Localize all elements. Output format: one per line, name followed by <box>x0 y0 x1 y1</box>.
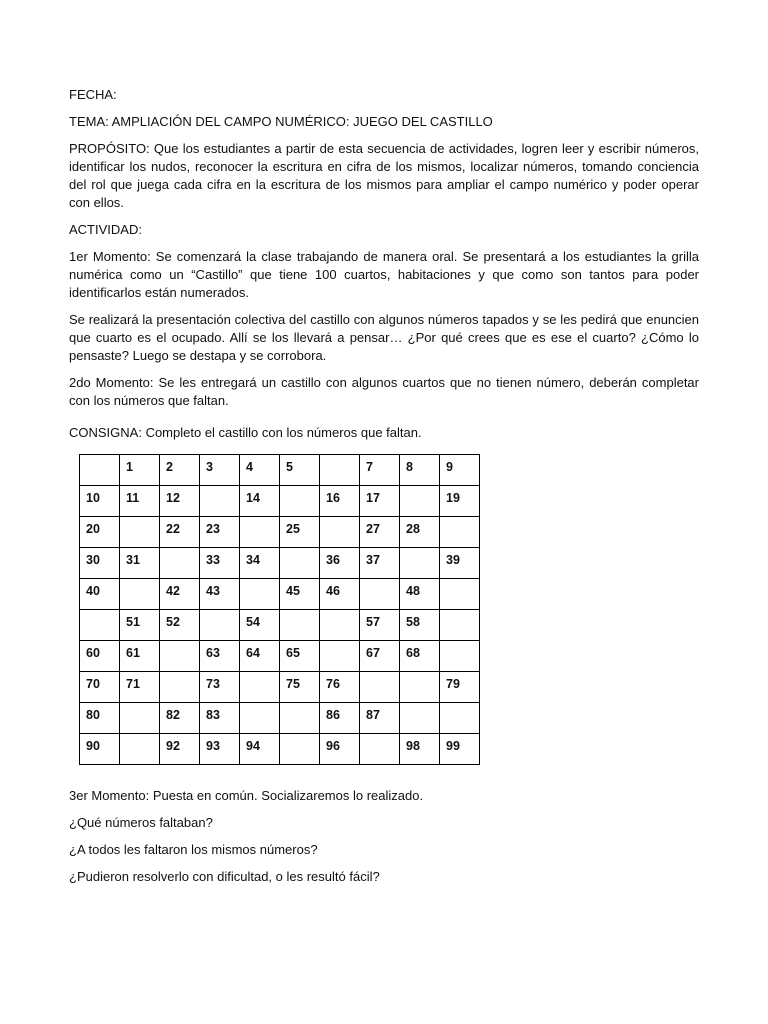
castle-cell: 1 <box>120 455 160 486</box>
castle-cell: 25 <box>280 517 320 548</box>
castle-cell[interactable] <box>440 703 480 734</box>
castle-cell: 75 <box>280 672 320 703</box>
castle-cell[interactable] <box>400 672 440 703</box>
castle-grid <box>79 454 480 765</box>
castle-cell[interactable] <box>280 610 320 641</box>
castle-cell[interactable] <box>280 734 320 765</box>
castle-cell: 3 <box>200 455 240 486</box>
castle-cell[interactable] <box>120 579 160 610</box>
castle-cell: 37 <box>360 548 400 579</box>
castle-cell: 4 <box>240 455 280 486</box>
castle-cell: 11 <box>120 486 160 517</box>
castle-cell: 87 <box>360 703 400 734</box>
castle-cell: 90 <box>80 734 120 765</box>
castle-cell: 70 <box>80 672 120 703</box>
castle-cell[interactable] <box>360 734 400 765</box>
castle-cell: 92 <box>160 734 200 765</box>
castle-cell: 51 <box>120 610 160 641</box>
castle-cell: 48 <box>400 579 440 610</box>
castle-cell: 45 <box>280 579 320 610</box>
castle-cell[interactable] <box>80 610 120 641</box>
momento-2-paragraph: 2do Momento: Se les entregará un castillo con algunos cuartos que no tienen número, deberán completar con los números que faltan. <box>69 375 699 408</box>
castle-row <box>80 455 480 486</box>
castle-cell: 60 <box>80 641 120 672</box>
castle-cell: 10 <box>80 486 120 517</box>
castle-cell[interactable] <box>400 548 440 579</box>
castle-cell: 14 <box>240 486 280 517</box>
castle-cell[interactable] <box>120 734 160 765</box>
castle-cell: 8 <box>400 455 440 486</box>
castle-cell[interactable] <box>440 517 480 548</box>
castle-row <box>80 579 480 610</box>
castle-cell: 99 <box>440 734 480 765</box>
castle-cell: 16 <box>320 486 360 517</box>
castle-cell[interactable] <box>400 486 440 517</box>
castle-cell: 46 <box>320 579 360 610</box>
momento-3-paragraph: 3er Momento: Puesta en común. Socializaremos lo realizado. <box>69 788 424 803</box>
castle-cell: 23 <box>200 517 240 548</box>
castle-cell: 96 <box>320 734 360 765</box>
castle-cell: 80 <box>80 703 120 734</box>
castle-cell: 58 <box>400 610 440 641</box>
castle-cell[interactable] <box>360 579 400 610</box>
castle-cell: 9 <box>440 455 480 486</box>
castle-cell[interactable] <box>240 517 280 548</box>
castle-cell[interactable] <box>320 610 360 641</box>
castle-cell[interactable] <box>160 672 200 703</box>
castle-cell[interactable] <box>160 548 200 579</box>
proposito-paragraph: PROPÓSITO: Que los estudiantes a partir de esta secuencia de actividades, logren leer y escribir números, identificar los nudos, reconocer la escritura en cifra de los mismos, localizar números, tomando conciencia del rol que juega cada cifra en la escritura de los mismos para ampliar el campo numérico y poder operar con ellos. <box>69 141 699 210</box>
castle-cell[interactable] <box>360 672 400 703</box>
castle-cell: 17 <box>360 486 400 517</box>
castle-cell[interactable] <box>320 517 360 548</box>
castle-cell[interactable] <box>320 641 360 672</box>
castle-cell: 63 <box>200 641 240 672</box>
castle-cell: 82 <box>160 703 200 734</box>
castle-cell[interactable] <box>320 455 360 486</box>
castle-cell[interactable] <box>280 486 320 517</box>
castle-cell: 12 <box>160 486 200 517</box>
castle-cell: 68 <box>400 641 440 672</box>
castle-cell: 7 <box>360 455 400 486</box>
castle-cell: 33 <box>200 548 240 579</box>
castle-cell: 65 <box>280 641 320 672</box>
castle-cell: 22 <box>160 517 200 548</box>
castle-cell: 93 <box>200 734 240 765</box>
castle-cell: 76 <box>320 672 360 703</box>
momento-1-paragraph: 1er Momento: Se comenzará la clase trabajando de manera oral. Se presentará a los estudiantes la grilla numérica como un “Castillo” que tiene 100 cuartos, habitaciones y que como son tantos para poder identificarlos están numerados. <box>69 249 699 300</box>
castle-cell: 61 <box>120 641 160 672</box>
castle-cell: 57 <box>360 610 400 641</box>
presentacion-paragraph: Se realizará la presentación colectiva del castillo con algunos números tapados y se les pedirá que enuncien que cuarto es el ocupado. Allí se los llevará a pensar… ¿Por qué crees que es ese el cuarto? ¿Cómo lo pensaste? Luego se destapa y se corrobora. <box>69 312 699 363</box>
castle-cell[interactable] <box>240 703 280 734</box>
castle-cell: 30 <box>80 548 120 579</box>
castle-row <box>80 734 480 765</box>
question-2: ¿A todos les faltaron los mismos números? <box>69 842 318 857</box>
castle-cell[interactable] <box>240 579 280 610</box>
question-1: ¿Qué números faltaban? <box>69 815 213 830</box>
castle-cell[interactable] <box>400 703 440 734</box>
castle-cell[interactable] <box>280 548 320 579</box>
castle-cell[interactable] <box>440 579 480 610</box>
castle-cell[interactable] <box>200 486 240 517</box>
castle-cell: 67 <box>360 641 400 672</box>
castle-cell: 2 <box>160 455 200 486</box>
castle-cell: 42 <box>160 579 200 610</box>
castle-cell: 43 <box>200 579 240 610</box>
castle-cell: 71 <box>120 672 160 703</box>
castle-cell: 40 <box>80 579 120 610</box>
castle-cell[interactable] <box>240 672 280 703</box>
question-3: ¿Pudieron resolverlo con dificultad, o les resultó fácil? <box>69 869 380 884</box>
castle-cell: 79 <box>440 672 480 703</box>
castle-cell[interactable] <box>80 455 120 486</box>
castle-row <box>80 703 480 734</box>
castle-cell[interactable] <box>440 610 480 641</box>
castle-cell: 52 <box>160 610 200 641</box>
castle-cell[interactable] <box>160 641 200 672</box>
castle-cell: 64 <box>240 641 280 672</box>
castle-row <box>80 641 480 672</box>
castle-cell[interactable] <box>440 641 480 672</box>
consigna-label: CONSIGNA: Completo el castillo con los números que faltan. <box>69 425 422 440</box>
castle-cell[interactable] <box>120 703 160 734</box>
actividad-label: ACTIVIDAD: <box>69 222 142 237</box>
castle-cell: 39 <box>440 548 480 579</box>
castle-row <box>80 610 480 641</box>
castle-cell[interactable] <box>280 703 320 734</box>
castle-cell: 19 <box>440 486 480 517</box>
castle-cell[interactable] <box>120 517 160 548</box>
castle-cell[interactable] <box>200 610 240 641</box>
castle-row <box>80 517 480 548</box>
castle-cell: 20 <box>80 517 120 548</box>
castle-cell: 73 <box>200 672 240 703</box>
castle-cell: 34 <box>240 548 280 579</box>
castle-cell: 94 <box>240 734 280 765</box>
tema-heading: TEMA: AMPLIACIÓN DEL CAMPO NUMÉRICO: JUEGO DEL CASTILLO <box>69 114 493 129</box>
fecha-label: FECHA: <box>69 87 117 102</box>
castle-cell: 86 <box>320 703 360 734</box>
castle-cell: 98 <box>400 734 440 765</box>
castle-cell: 28 <box>400 517 440 548</box>
castle-cell: 27 <box>360 517 400 548</box>
document-page <box>69 86 699 895</box>
castle-cell: 31 <box>120 548 160 579</box>
castle-cell: 83 <box>200 703 240 734</box>
castle-row <box>80 548 480 579</box>
castle-cell: 5 <box>280 455 320 486</box>
castle-row <box>80 486 480 517</box>
castle-cell: 36 <box>320 548 360 579</box>
castle-cell: 54 <box>240 610 280 641</box>
castle-row <box>80 672 480 703</box>
castle-grid-body <box>80 455 480 765</box>
